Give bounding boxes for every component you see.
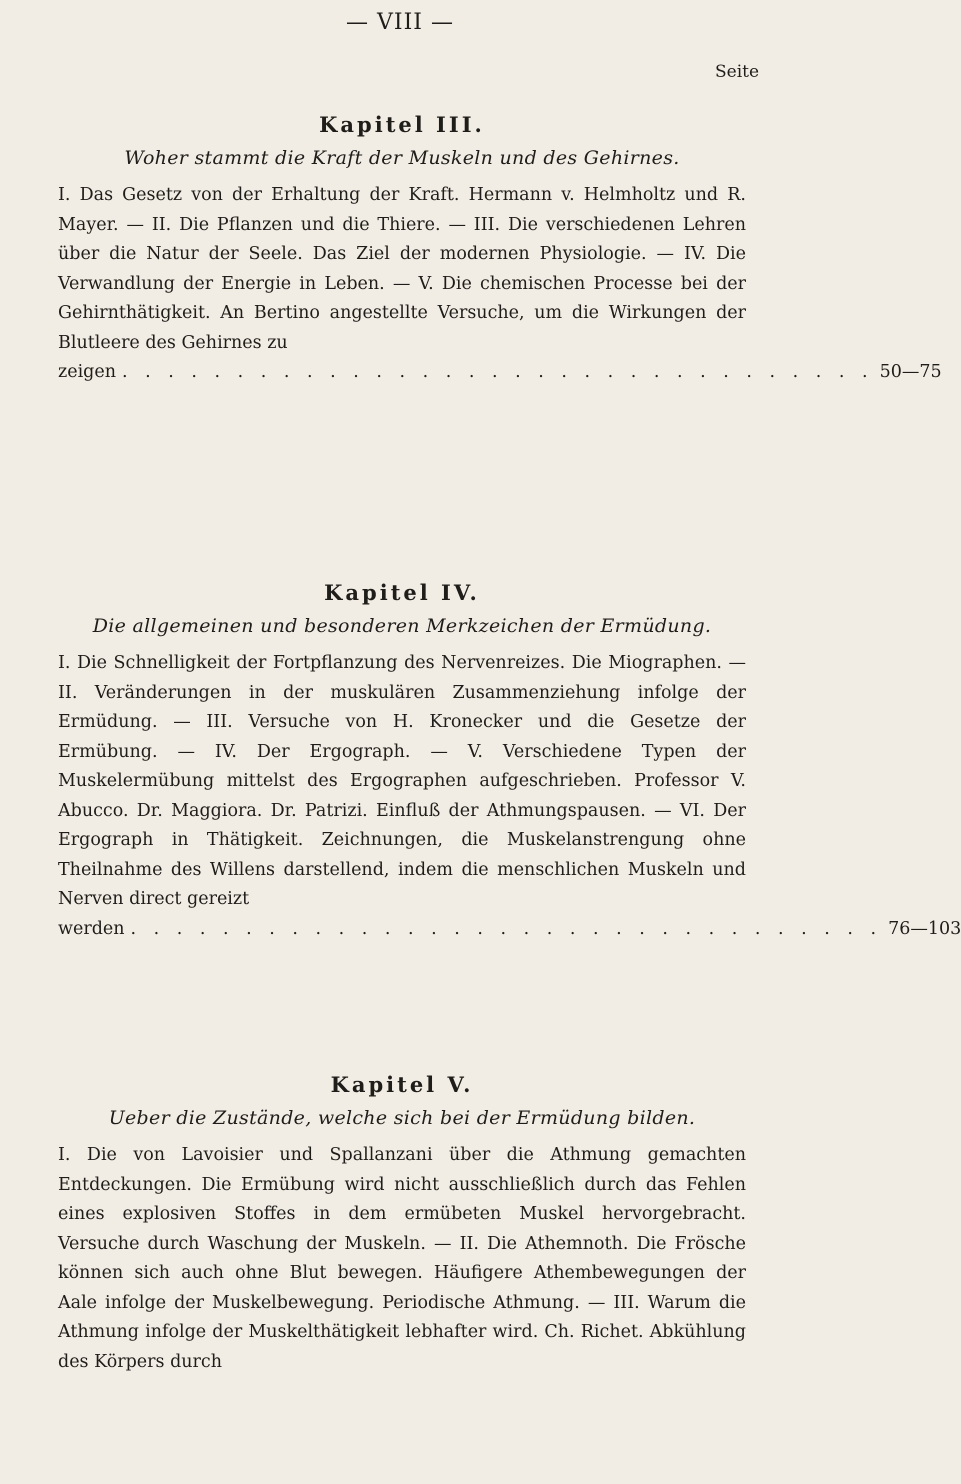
chapter-summary: I. Die Schnelligkeit der Fortpflanzung des Nervenreizes. Die Miographen. — II. Veränderungen in der muskulären Zusammenziehung infolge der Ermüdung. — III. Versuche von H. Kronecker und die Gesetze der Ermübung. — IV. Der Ergograph. — V. Verschiedene Typen der Muskelermübung mittelst des Ergographen aufgeschrieben. Professor V. Abucco. Dr. Maggiora. Dr. Patrizi. Einfluß der Athmungspausen. — VI. Der Ergograph in Thätigkeit. Zeichnungen, die Muskelanstrengung ohne Theilnahme des Willens darstellend, indem die menschlichen Muskeln und Nerven direct gereizt [58, 653, 746, 909]
chapter-label: Kapitel IV. [324, 580, 480, 605]
chapter-3 [58, 112, 942, 388]
summary-last-word: werden [58, 918, 125, 939]
chapter-summary: I. Die von Lavoisier und Spallanzani über die Athmung gemachten Entdeckungen. Die Ermübung wird nicht ausschließlich durch das Fehlen eines explosiven Stoffes in dem ermübeten Muskel hervorgebracht. Versuche durch Waschung der Muskeln. — II. Die Athemnoth. Die Frösche können sich auch ohne Blut bewegen. Häufigere Athembewegungen der Aale infolge der Muskelbewegung. Periodische Athmung. — III. Warum die Athmung infolge der Muskelthätigkeit lebhafter wird. Ch. Richet. Abkühlung des Körpers durch [58, 1145, 746, 1372]
chapter-5 [58, 1072, 746, 1377]
chapter-summary: I. Das Gesetz von der Erhaltung der Kraft. Hermann v. Helmholtz und R. Mayer. — II. Die Pflanzen und die Thiere. — III. Die verschiedenen Lehren über die Natur der Seele. Das Ziel der modernen Physiologie. — IV. Die Verwandlung der Energie in Leben. — V. Die chemischen Processe bei der Gehirnthätigkeit. An Bertino angestellte Versuche, um die Wirkungen der Blutleere des Gehirnes zu [58, 185, 746, 353]
page-numeral: — VIII — [346, 10, 454, 35]
chapter-title: Woher stammt die Kraft der Muskeln und des Gehirnes. [124, 147, 680, 169]
chapter-4 [58, 580, 961, 944]
leader-dots: . . . . . . . . . . . . . . . . . . . . . . . . . . . . . . . . . [122, 362, 874, 382]
chapter-title: Die allgemeinen und besonderen Merkzeichen der Ermüdung. [92, 615, 712, 637]
leader-dots: . . . . . . . . . . . . . . . . . . . . . . . . . . . . . . . . . [130, 918, 883, 939]
page-range: 76—103 [888, 918, 961, 939]
toc-entry-line [58, 915, 961, 945]
toc-entry-line [58, 358, 942, 388]
page-range: 50—75 [879, 362, 942, 382]
chapter-label: Kapitel V. [330, 1072, 474, 1097]
chapter-title: Ueber die Zustände, welche sich bei der Ermüdung bilden. [108, 1107, 696, 1129]
page-column-label: Seite [715, 62, 760, 82]
summary-last-word: zeigen [58, 362, 117, 382]
chapter-label: Kapitel III. [319, 112, 485, 137]
